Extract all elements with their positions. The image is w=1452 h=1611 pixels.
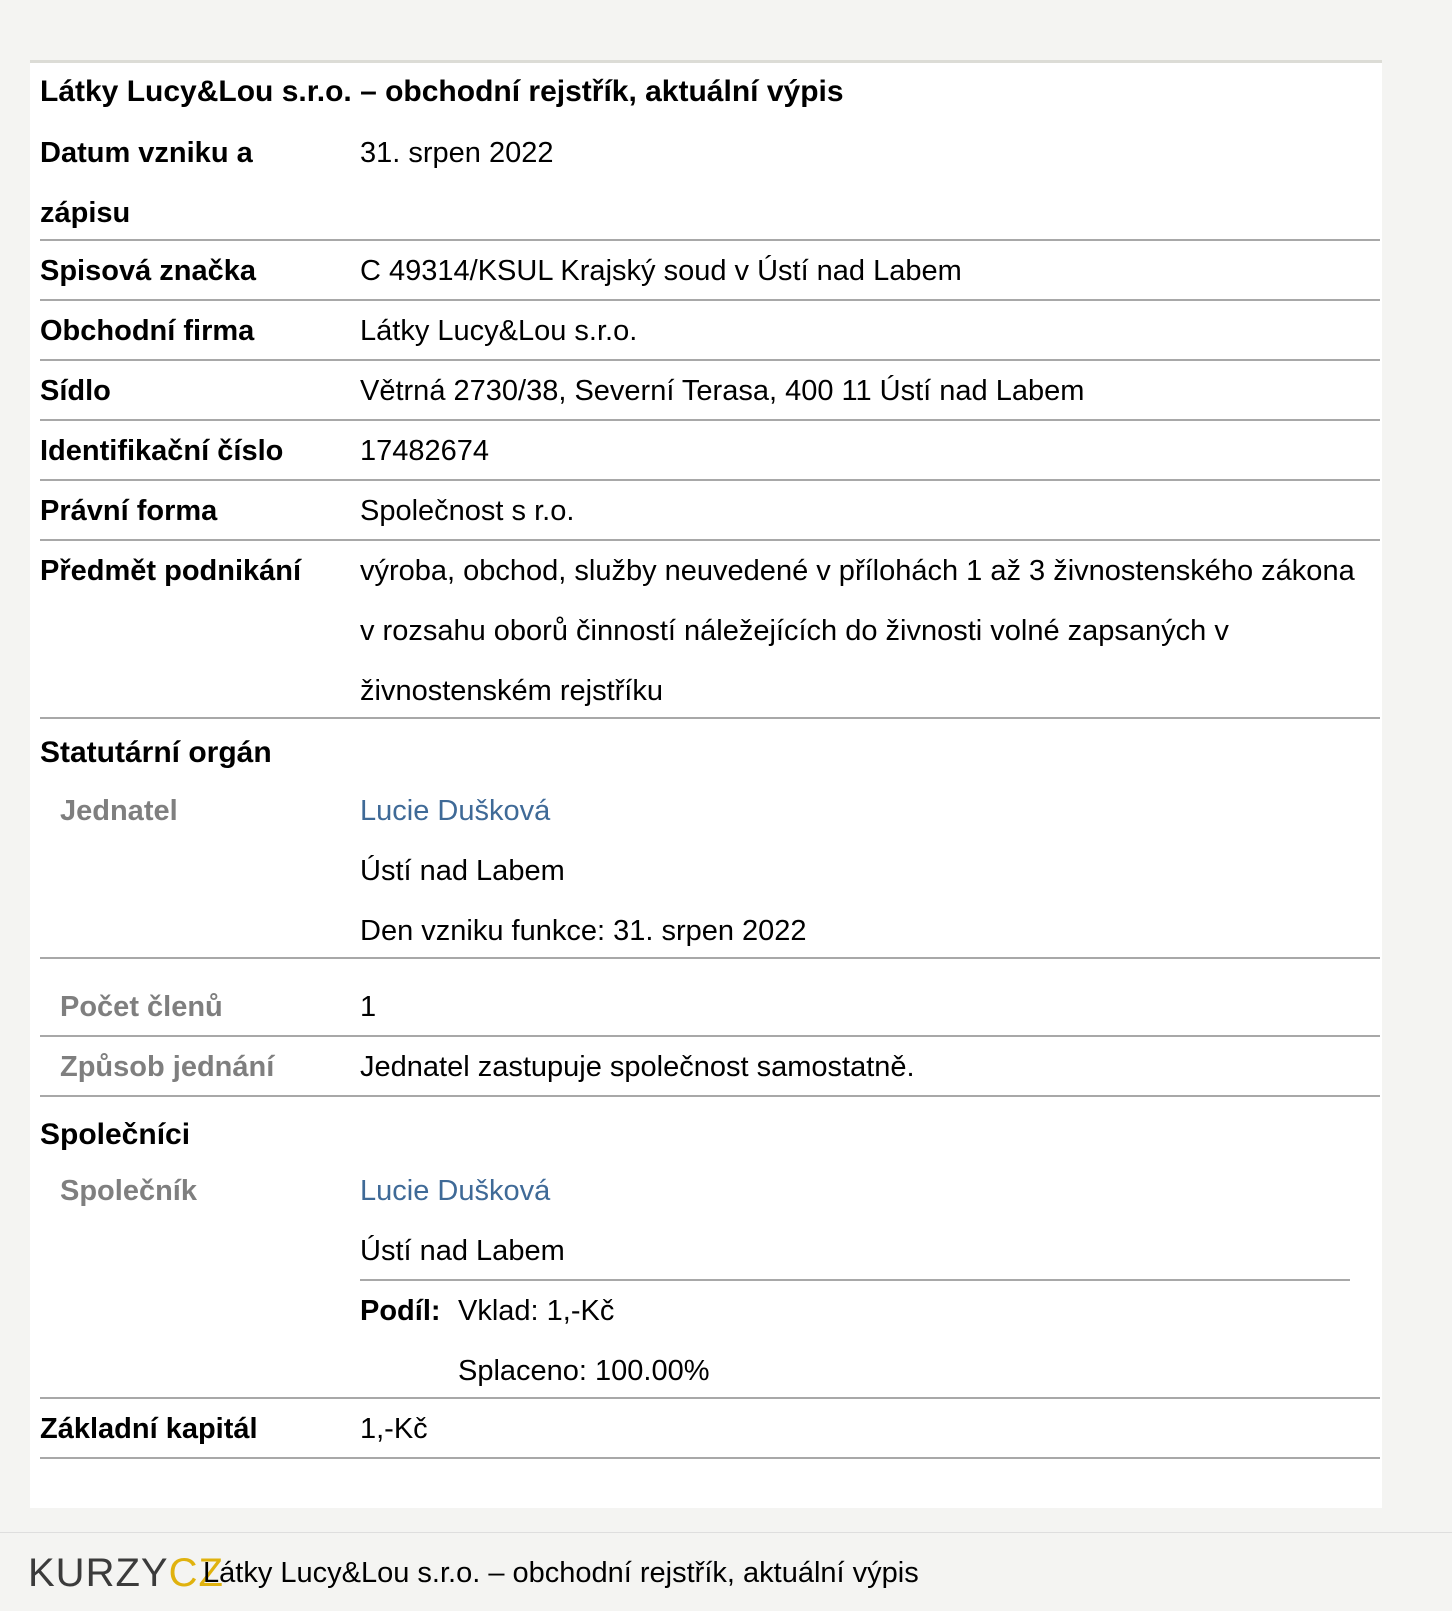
row-spisova-znacka [40, 241, 1380, 301]
row-pravni-forma [40, 481, 1380, 541]
row-value: výroba, obchod, služby neuvedené v přílohách 1 až 3 živnostenského zákona v rozsahu oborů činností náležejících do živnosti volné zapsaných v živnostenském rejstříku [360, 555, 1355, 707]
row-value: Látky Lucy&Lou s.r.o. [360, 315, 638, 347]
kurzy-cz-logo[interactable] [28, 1543, 224, 1603]
row-value: 31. srpen 2022 [360, 137, 554, 169]
row-identifikacni-cislo [40, 421, 1380, 481]
row-label: Základní kapitál [40, 1413, 258, 1445]
row-label: Datum vzniku a zápisu [40, 137, 253, 229]
section-heading-spolecnici: Společníci [40, 1118, 191, 1151]
row-label: Způsob jednání [60, 1051, 275, 1083]
row-value: C 49314/KSUL Krajský soud v Ústí nad Labem [360, 255, 962, 287]
row-spolecnik [40, 1161, 1380, 1399]
footer-bar [0, 1532, 1452, 1611]
row-value: Větrná 2730/38, Severní Terasa, 400 11 Ústí nad Labem [360, 375, 1085, 407]
row-label: Právní forma [40, 495, 218, 527]
row-zakladni-kapital [40, 1399, 1380, 1459]
logo-kurzy-part: KURZY [28, 1551, 169, 1595]
spolecnik-city: Ústí nad Labem [360, 1235, 565, 1267]
row-value: Jednatel zastupuje společnost samostatně. [360, 1051, 915, 1083]
podil-vklad: Vklad: 1,-Kč [458, 1295, 615, 1327]
row-datum-vzniku [40, 123, 1380, 241]
jednatel-since: Den vzniku funkce: 31. srpen 2022 [360, 915, 807, 947]
row-value: 1 [360, 991, 377, 1023]
logo-cz-part: CZ [168, 1551, 224, 1595]
podil-splaceno: Splaceno: 100.00% [458, 1355, 710, 1387]
row-value: 1,-Kč [360, 1413, 428, 1445]
podil-label: Podíl: [360, 1295, 441, 1327]
jednatel-name-link[interactable]: Lucie Dušková [360, 795, 551, 827]
section-heading-statutarni: Statutární orgán [40, 736, 272, 769]
row-label: Jednatel [60, 795, 178, 827]
row-pocet-clenu [40, 977, 1380, 1037]
row-predmet-podnikani [40, 541, 1380, 719]
row-value: 17482674 [360, 435, 490, 467]
row-label: Identifikační číslo [40, 435, 284, 467]
row-value [360, 1161, 1370, 1281]
row-jednatel [40, 781, 1380, 959]
row-zpusob-jednani [40, 1037, 1380, 1097]
register-extract-card [30, 60, 1382, 1508]
podil-values [458, 1281, 710, 1401]
row-label: Spisová značka [40, 255, 256, 287]
footer-title: Látky Lucy&Lou s.r.o. – obchodní rejstřík, aktuální výpis [203, 1557, 919, 1589]
row-value: Společnost s r.o. [360, 495, 575, 527]
row-label: Sídlo [40, 375, 111, 407]
row-label: Obchodní firma [40, 315, 255, 347]
row-label: Počet členů [60, 991, 223, 1023]
row-label: Předmět podnikání [40, 555, 302, 587]
row-value [360, 781, 1370, 961]
spolecnik-name-link[interactable]: Lucie Dušková [360, 1175, 551, 1207]
page-title: Látky Lucy&Lou s.r.o. – obchodní rejstřík, aktuální výpis [40, 75, 844, 108]
row-label: Společník [60, 1175, 197, 1207]
row-sidlo [40, 361, 1380, 421]
row-obchodni-firma [40, 301, 1380, 361]
jednatel-city: Ústí nad Labem [360, 855, 565, 887]
